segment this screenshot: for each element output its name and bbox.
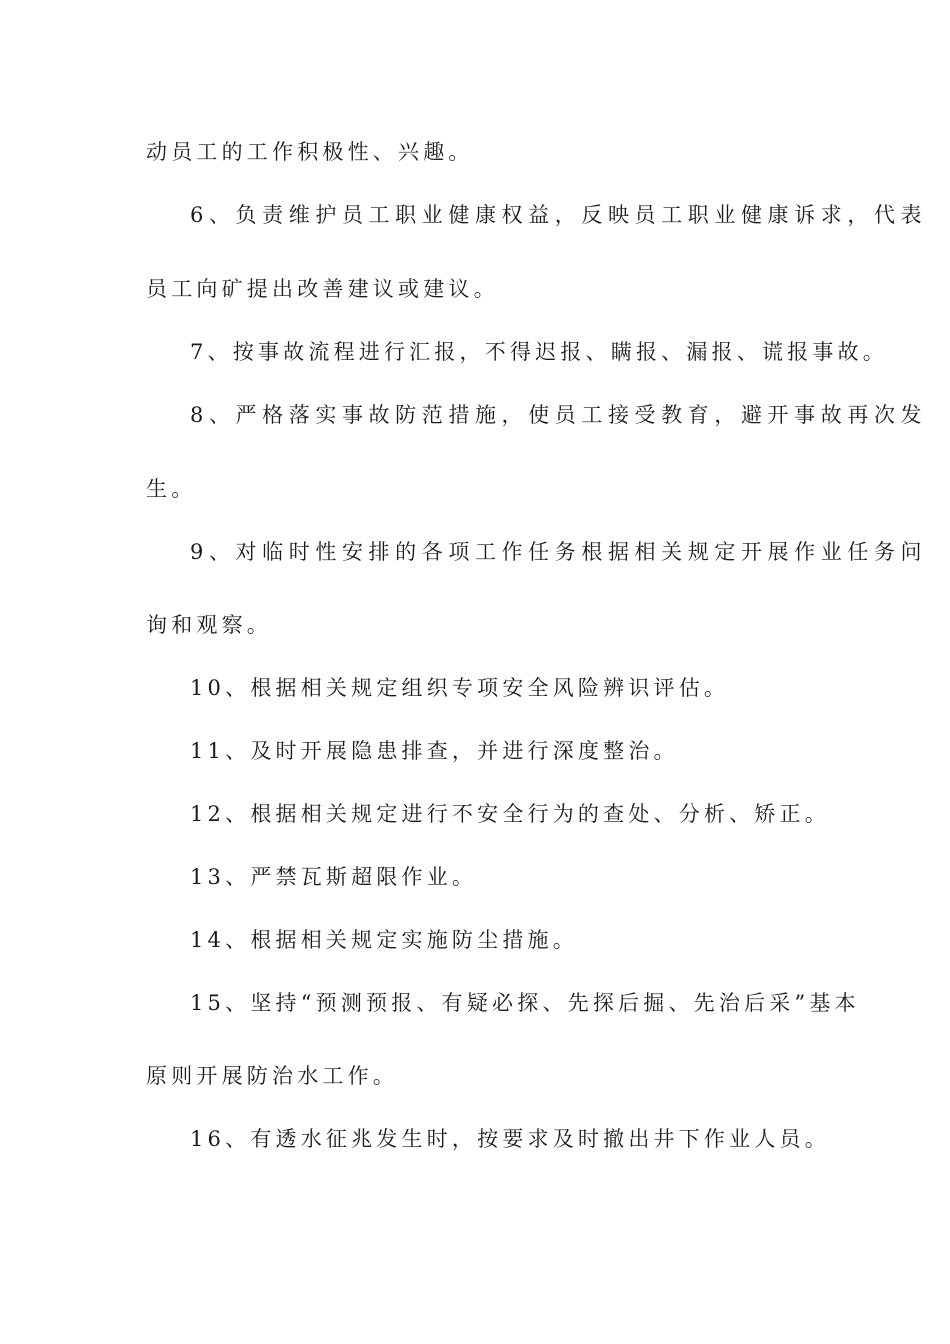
paragraph-line: 10、根据相关规定组织专项安全风险辨识评估。 — [190, 676, 730, 700]
paragraph-line: 动员工的工作积极性、兴趣。 — [146, 140, 474, 164]
paragraph-line: 15、坚持“预测预报、有疑必探、先探后掘、先治后采”基本 — [190, 991, 860, 1015]
paragraph-line: 生。 — [146, 477, 197, 501]
paragraph-line: 12、根据相关规定进行不安全行为的查处、分析、矫正。 — [190, 802, 830, 826]
paragraph-line: 原则开展防治水工作。 — [146, 1064, 398, 1088]
paragraph-line: 7、按事故流程进行汇报，不得迟报、瞒报、漏报、谎报事故。 — [190, 340, 888, 364]
paragraph-line: 询和观察。 — [146, 613, 272, 637]
paragraph-line: 9、对临时性安排的各项工作任务根据相关规定开展作业任务问 — [190, 540, 928, 564]
paragraph-line: 13、严禁瓦斯超限作业。 — [190, 865, 478, 889]
paragraph-line: 14、根据相关规定实施防尘措施。 — [190, 928, 578, 952]
paragraph-line: 6、负责维护员工职业健康权益，反映员工职业健康诉求，代表 — [190, 203, 928, 227]
paragraph-line: 11、及时开展隐患排查，并进行深度整治。 — [190, 739, 679, 763]
paragraph-line: 16、有透水征兆发生时，按要求及时撤出井下作业人员。 — [190, 1127, 830, 1151]
paragraph-line: 8、严格落实事故防范措施，使员工接受教育，避开事故再次发 — [190, 403, 928, 427]
paragraph-line: 员工向矿提出改善建议或建议。 — [146, 277, 499, 301]
